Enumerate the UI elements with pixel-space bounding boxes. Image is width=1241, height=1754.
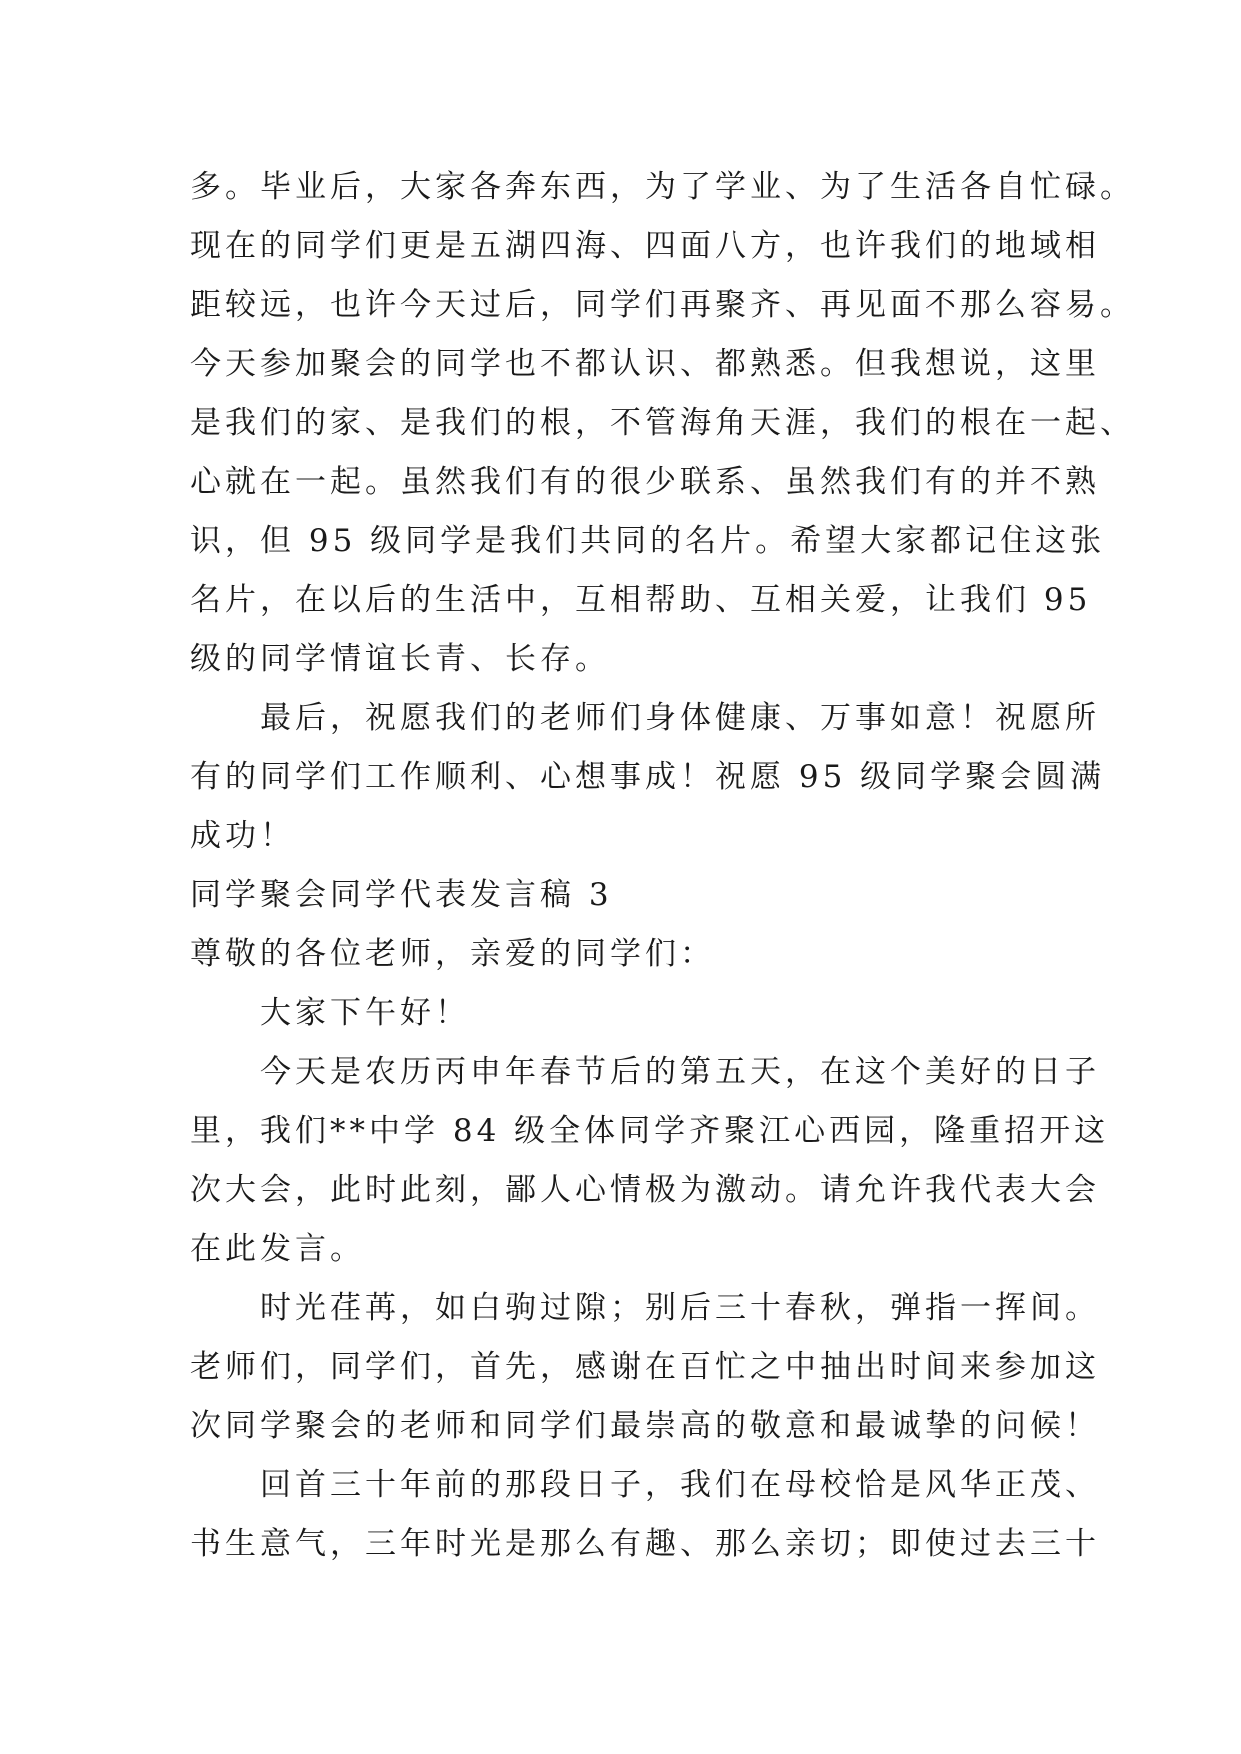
paragraph-start-line: 今天是农历丙申年春节后的第五天，在这个美好的日子 [260, 1054, 1100, 1090]
text-line: 在此发言。 [190, 1231, 365, 1267]
text-line: 多。毕业后，大家各奔东西，为了学业、为了生活各自忙碌。 [190, 169, 1135, 205]
text-line: 今天参加聚会的同学也不都认识、都熟悉。但我想说，这里 [190, 346, 1100, 382]
paragraph-start-line: 时光荏苒，如白驹过隙；别后三十春秋，弹指一挥间。 [260, 1290, 1100, 1326]
paragraph-start-line: 回首三十年前的那段日子，我们在母校恰是风华正茂、 [260, 1467, 1100, 1503]
text-line: 心就在一起。虽然我们有的很少联系、虽然我们有的并不熟 [190, 464, 1100, 500]
text-line: 成功！ [190, 818, 295, 854]
text-line: 名片，在以后的生活中，互相帮助、互相关爱，让我们 95 [190, 582, 1092, 618]
document-body [190, 158, 1135, 1574]
text-line: 级的同学情谊长青、长存。 [190, 641, 610, 677]
text-line: 识，但 95 级同学是我们共同的名片。希望大家都记住这张 [190, 523, 1106, 559]
paragraph-start-line: 最后，祝愿我们的老师们身体健康、万事如意！祝愿所 [260, 700, 1100, 736]
text-line: 书生意气，三年时光是那么有趣、那么亲切；即使过去三十 [190, 1526, 1100, 1562]
section-heading: 同学聚会同学代表发言稿 3 [190, 877, 613, 913]
text-line: 里，我们**中学 84 级全体同学齐聚江心西园，隆重招开这 [190, 1113, 1110, 1149]
text-line: 有的同学们工作顺利、心想事成！祝愿 95 级同学聚会圆满 [190, 759, 1106, 795]
text-line: 次同学聚会的老师和同学们最崇高的敬意和最诚挚的问候！ [190, 1408, 1100, 1444]
text-line: 次大会，此时此刻，鄙人心情极为激动。请允许我代表大会 [190, 1172, 1100, 1208]
greeting-line: 大家下午好！ [260, 995, 470, 1031]
text-line: 现在的同学们更是五湖四海、四面八方，也许我们的地域相 [190, 228, 1100, 264]
text-line: 是我们的家、是我们的根，不管海角天涯，我们的根在一起、 [190, 405, 1135, 441]
text-line: 距较远，也许今天过后，同学们再聚齐、再见面不那么容易。 [190, 287, 1135, 323]
salutation-line: 尊敬的各位老师，亲爱的同学们： [190, 936, 715, 972]
text-line: 老师们，同学们，首先，感谢在百忙之中抽出时间来参加这 [190, 1349, 1100, 1385]
